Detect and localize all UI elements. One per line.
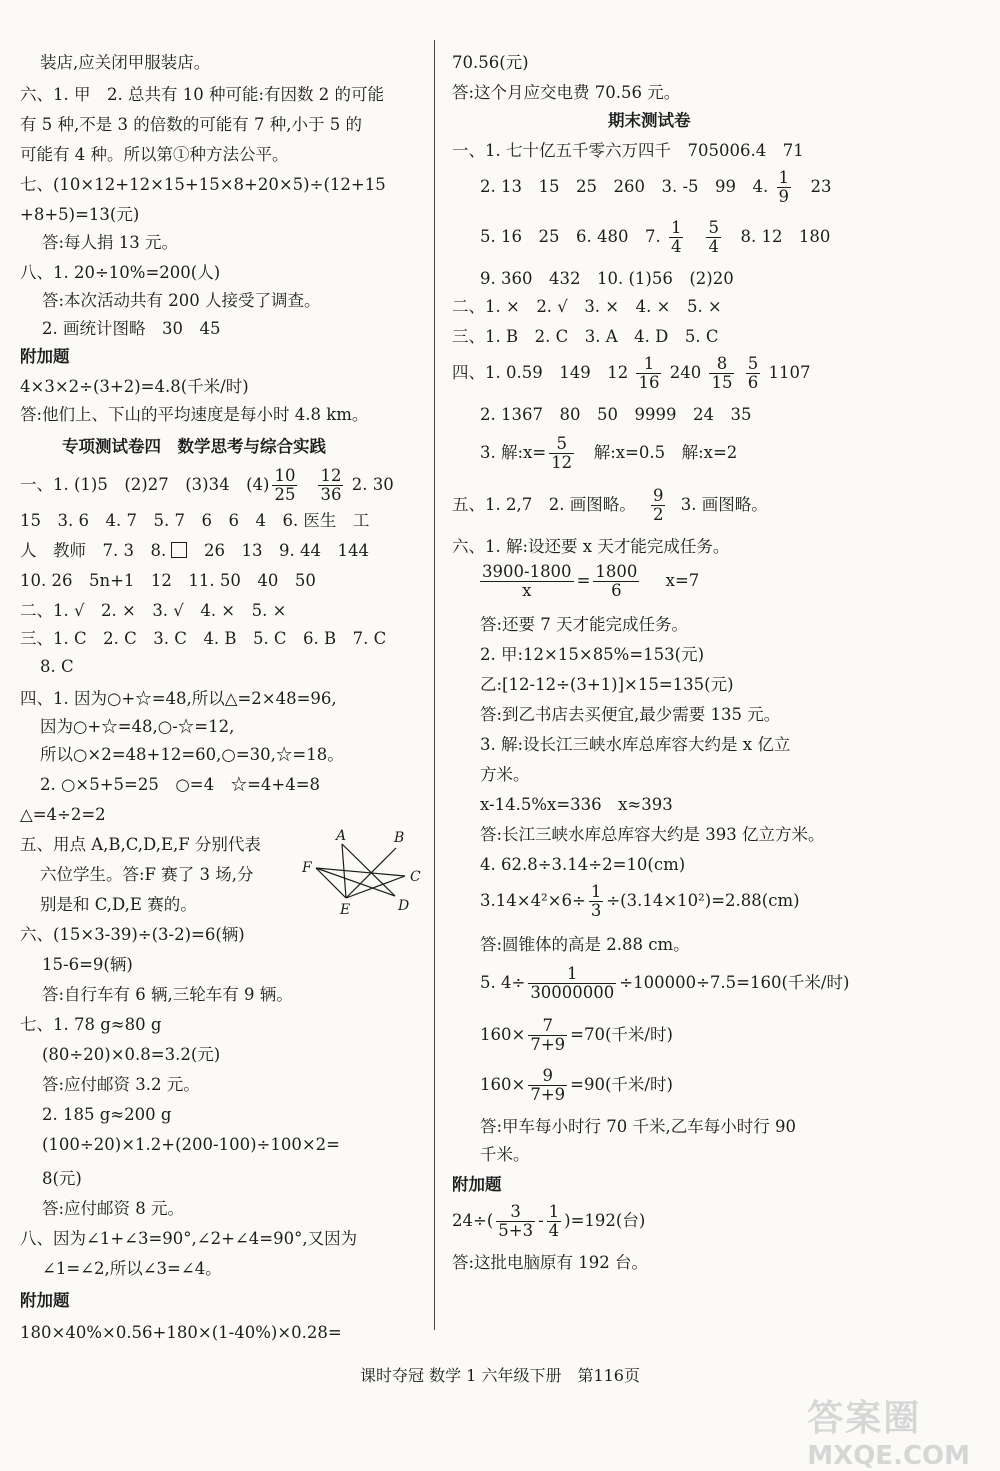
section-heading: 期末测试卷 — [608, 111, 691, 130]
denominator: 6 — [747, 373, 759, 392]
numerator: 1 — [670, 218, 682, 237]
numerator: 1 — [636, 355, 661, 374]
text-span: ÷(3.14×10²)=2.88(cm) — [606, 891, 800, 910]
text-line — [480, 168, 832, 206]
denominator: 30000000 — [530, 983, 615, 1002]
text-span: 2. 30 — [351, 475, 394, 494]
numerator: 1 — [778, 168, 790, 187]
text-line: 六、(15×3-39)÷(3-2)=6(辆) — [20, 925, 245, 944]
text-line: 三、1. C 2. C 3. C 4. B 5. C 6. B 7. C — [20, 629, 387, 648]
numerator: 1 — [590, 882, 602, 901]
denominator: 36 — [320, 485, 342, 504]
numerator: 3900-1800 — [482, 562, 572, 581]
text-line — [20, 466, 394, 504]
text-line: 答:每人捐 13 元。 — [42, 233, 179, 252]
fraction — [593, 563, 639, 600]
text-line: 2. 甲:12×15×85%=153(元) — [480, 645, 705, 664]
denominator: 7+9 — [530, 1085, 566, 1104]
numerator: 12 — [320, 466, 342, 485]
text-span: 人 教师 7. 3 8. — [20, 541, 172, 560]
point-label-c: C — [410, 869, 421, 885]
fraction — [480, 563, 574, 600]
text-line: 答:到乙书店去买便宜,最少需要 135 元。 — [480, 705, 781, 724]
text-line: 70.56(元) — [452, 53, 529, 72]
text-span: 24÷( — [452, 1211, 494, 1230]
text-line: (100÷20)×1.2+(200-100)÷100×2= — [42, 1135, 340, 1154]
text-line: 六位学生。答:F 赛了 3 场,分 — [40, 865, 254, 884]
text-span: = — [576, 571, 591, 590]
text-line: 答:自行车有 6 辆,三轮车有 9 辆。 — [42, 985, 293, 1004]
text-span: 3.14×4²×6÷ — [480, 891, 586, 910]
text-line: 答:甲车每小时行 70 千米,乙车每小时行 90 — [480, 1117, 797, 1136]
watermark-top: 答案圈 — [807, 1398, 922, 1439]
fraction — [651, 487, 666, 524]
text-span: 240 — [669, 363, 702, 382]
watermark — [807, 1390, 970, 1471]
fraction — [496, 1203, 535, 1240]
fraction — [777, 169, 792, 206]
text-span: 26 13 9. 44 144 — [187, 541, 369, 560]
text-line: 五、用点 A,B,C,D,E,F 分别代表 — [20, 835, 261, 854]
text-span: 160× — [480, 1075, 526, 1094]
text-span: 一、1. (1)5 (2)27 (3)34 (4) — [20, 475, 270, 494]
point-label-f: F — [302, 860, 312, 876]
fraction — [636, 355, 661, 392]
point-label-d: D — [398, 898, 410, 914]
text-span: )=192(台) — [564, 1211, 646, 1230]
edge-f-c — [316, 868, 405, 876]
denominator: 25 — [274, 485, 296, 504]
text-line: ∠1=∠2,所以∠3=∠4。 — [42, 1259, 222, 1278]
text-line: 八、1. 20÷10%=200(人) — [20, 263, 221, 282]
text-line — [452, 1202, 645, 1240]
text-line — [480, 1066, 673, 1104]
text-line — [480, 882, 800, 920]
text-span: 5. 16 25 6. 480 7. — [480, 227, 666, 246]
denominator: 9 — [778, 187, 790, 206]
point-label-a: A — [336, 828, 347, 844]
fraction — [547, 1203, 562, 1240]
text-line: 装店,应关闭甲服装店。 — [40, 53, 211, 72]
text-line: 答:还要 7 天才能完成任务。 — [480, 615, 689, 634]
text-line: 答:应付邮资 8 元。 — [42, 1199, 185, 1218]
text-line: 二、1. √ 2. × 3. √ 4. × 5. × — [20, 601, 287, 620]
watermark-bottom: MXQE.COM — [807, 1441, 970, 1471]
text-line: 八、因为∠1+∠3=90°,∠2+∠4=90°,又因为 — [20, 1229, 358, 1248]
edge-f-d — [316, 868, 395, 896]
text-line: 四、1. 因为○+☆=48,所以△=2×48=96, — [20, 689, 337, 708]
page-footer: 课时夺冠 数学 1 六年级下册 第116页 — [360, 1366, 640, 1385]
fraction — [706, 219, 721, 256]
text-line — [480, 964, 849, 1002]
text-line — [20, 540, 369, 562]
section-heading: 附加题 — [20, 347, 70, 366]
text-span: 解:x=0.5 解:x=2 — [577, 443, 738, 462]
denominator: x — [522, 581, 532, 600]
text-line: 9. 360 432 10. (1)56 (2)20 — [480, 269, 734, 288]
text-line — [480, 562, 699, 600]
text-line — [480, 434, 737, 472]
text-line: 七、1. 78 g≈80 g — [20, 1015, 162, 1034]
text-line: 15 3. 6 4. 7 5. 7 6 6 4 6. 医生 工 — [20, 511, 370, 530]
fraction — [589, 883, 604, 920]
text-span: 8. 12 180 — [723, 227, 831, 246]
denominator: 4 — [548, 1221, 560, 1240]
denominator: 7+9 — [530, 1035, 566, 1054]
text-line: 答:应付邮资 3.2 元。 — [42, 1075, 200, 1094]
fraction — [549, 435, 574, 472]
text-line: 可能有 4 种。所以第①种方法公平。 — [20, 145, 289, 164]
text-line: 答:圆锥体的高是 2.88 cm。 — [480, 935, 690, 954]
text-line: 二、1. × 2. √ 3. × 4. × 5. × — [452, 297, 722, 316]
numerator: 5 — [708, 218, 719, 237]
denominator: 2 — [652, 505, 664, 524]
numerator: 7 — [528, 1017, 567, 1036]
text-line: 2. 185 g≈200 g — [42, 1105, 172, 1124]
text-line: 乙:[12-12÷(3+1)]×15=135(元) — [480, 675, 734, 694]
text-line: 10. 26 5n+1 12 11. 50 40 50 — [20, 571, 316, 590]
denominator: 4 — [670, 237, 682, 256]
text-span: 五、1. 2,7 2. 画图略。 — [452, 495, 636, 514]
text-line: 15-6=9(辆) — [42, 955, 133, 974]
text-span: 23 — [794, 177, 832, 196]
numerator: 5 — [549, 435, 574, 454]
section-heading: 附加题 — [452, 1175, 502, 1194]
text-line: 4. 62.8÷3.14÷2=10(cm) — [480, 855, 686, 874]
text-line: 七、(10×12+12×15+15×8+20×5)÷(12+15 — [20, 175, 386, 194]
text-line: 答:长江三峡水库总库容大约是 393 亿立方米。 — [480, 825, 825, 844]
numerator: 1 — [548, 1202, 560, 1221]
text-line: 六、1. 解:设还要 x 天才能完成任务。 — [452, 537, 730, 556]
text-line: 8. C — [40, 657, 74, 676]
text-line: 六、1. 甲 2. 总共有 10 种可能:有因数 2 的可能 — [20, 85, 385, 104]
match-diagram — [302, 826, 434, 916]
text-line: 答:他们上、下山的平均速度是每小时 4.8 km。 — [20, 405, 369, 424]
text-line: 三、1. B 2. C 3. A 4. D 5. C — [452, 327, 719, 346]
text-line — [452, 354, 810, 392]
numerator: 5 — [747, 354, 759, 373]
edge-a-d — [342, 844, 395, 896]
denominator: 6 — [611, 581, 622, 600]
text-line: 答:这批电脑原有 192 台。 — [452, 1253, 649, 1272]
text-span: - — [538, 1211, 544, 1230]
point-label-e: E — [340, 902, 351, 916]
edge-c-e — [346, 876, 405, 898]
text-line: 有 5 种,不是 3 的倍数的可能有 7 种,小于 5 的 — [20, 115, 362, 134]
fraction — [272, 467, 297, 504]
text-line: 180×40%×0.56+180×(1-40%)×0.28= — [20, 1323, 342, 1342]
numerator: 1 — [528, 965, 616, 984]
column-divider — [434, 40, 435, 1330]
text-span: =70(千米/时) — [570, 1025, 673, 1044]
text-line: 因为○+☆=48,○-☆=12, — [40, 717, 235, 736]
fraction — [528, 1017, 567, 1054]
text-line: 答:本次活动共有 200 人接受了调查。 — [42, 291, 321, 310]
text-line — [452, 486, 768, 524]
text-line: 别是和 C,D,E 赛的。 — [40, 895, 197, 914]
text-line: (80÷20)×0.8=3.2(元) — [42, 1045, 221, 1064]
text-line: 3. 解:设长江三峡水库总库容大约是 x 亿立 — [480, 735, 791, 754]
numerator: 9 — [528, 1067, 567, 1086]
section-heading: 附加题 — [20, 1291, 70, 1310]
edge-f-e — [316, 868, 346, 898]
numerator: 3 — [496, 1203, 535, 1222]
denominator: 5+3 — [498, 1221, 534, 1240]
text-line: 2. 画统计图略 30 45 — [42, 319, 221, 338]
text-line — [480, 1016, 673, 1054]
text-line: x-14.5%x=336 x≈393 — [480, 795, 673, 814]
text-line: 千米。 — [480, 1145, 530, 1164]
text-span: =90(千米/时) — [570, 1075, 673, 1094]
text-line: +8+5)=13(元) — [20, 205, 140, 224]
text-span: 四、1. 0.59 149 12 — [452, 363, 629, 382]
text-line: 2. ○×5+5=25 ○=4 ☆=4+4=8 — [40, 775, 321, 794]
numerator: 10 — [274, 466, 296, 485]
numerator: 8 — [709, 355, 734, 374]
numerator: 9 — [652, 486, 664, 505]
text-span: x=7 — [665, 571, 700, 590]
text-span: 1107 — [768, 363, 811, 382]
text-line: 答:这个月应交电费 70.56 元。 — [452, 83, 681, 102]
text-span: 160× — [480, 1025, 526, 1044]
denominator: 3 — [590, 901, 602, 920]
text-span: 3. 解:x= — [480, 443, 547, 462]
text-span: 5. 4÷ — [480, 973, 526, 992]
denominator: 15 — [711, 373, 733, 392]
fraction — [528, 965, 616, 1002]
point-label-b: B — [394, 830, 405, 846]
fraction — [318, 467, 343, 504]
text-line: △=4÷2=2 — [20, 805, 106, 824]
text-span: 3. 画图略。 — [680, 495, 768, 514]
denominator: 12 — [551, 453, 573, 472]
denominator: 16 — [638, 373, 660, 392]
text-line: 所以○×2=48+12=60,○=30,☆=18。 — [40, 745, 344, 764]
text-line: 2. 1367 80 50 9999 24 35 — [480, 405, 752, 424]
fraction — [746, 355, 761, 392]
fraction — [528, 1067, 567, 1104]
text-line: 一、1. 七十亿五千零六万四千 705006.4 71 — [452, 141, 804, 160]
text-span: 2. 13 15 25 260 3. -5 99 4. — [480, 177, 774, 196]
denominator: 4 — [708, 237, 719, 256]
text-line: 方米。 — [480, 765, 530, 784]
section-heading: 专项测试卷四 数学思考与综合实践 — [62, 437, 326, 456]
numerator: 1800 — [595, 562, 638, 581]
text-line: 8(元) — [42, 1169, 82, 1188]
text-line: 4×3×2÷(3+2)=4.8(千米/时) — [20, 377, 249, 396]
fraction — [709, 355, 734, 392]
square-shape — [171, 542, 187, 558]
text-span: ÷100000÷7.5=160(千米/时) — [619, 973, 850, 992]
fraction — [669, 219, 684, 256]
text-line — [480, 218, 830, 256]
